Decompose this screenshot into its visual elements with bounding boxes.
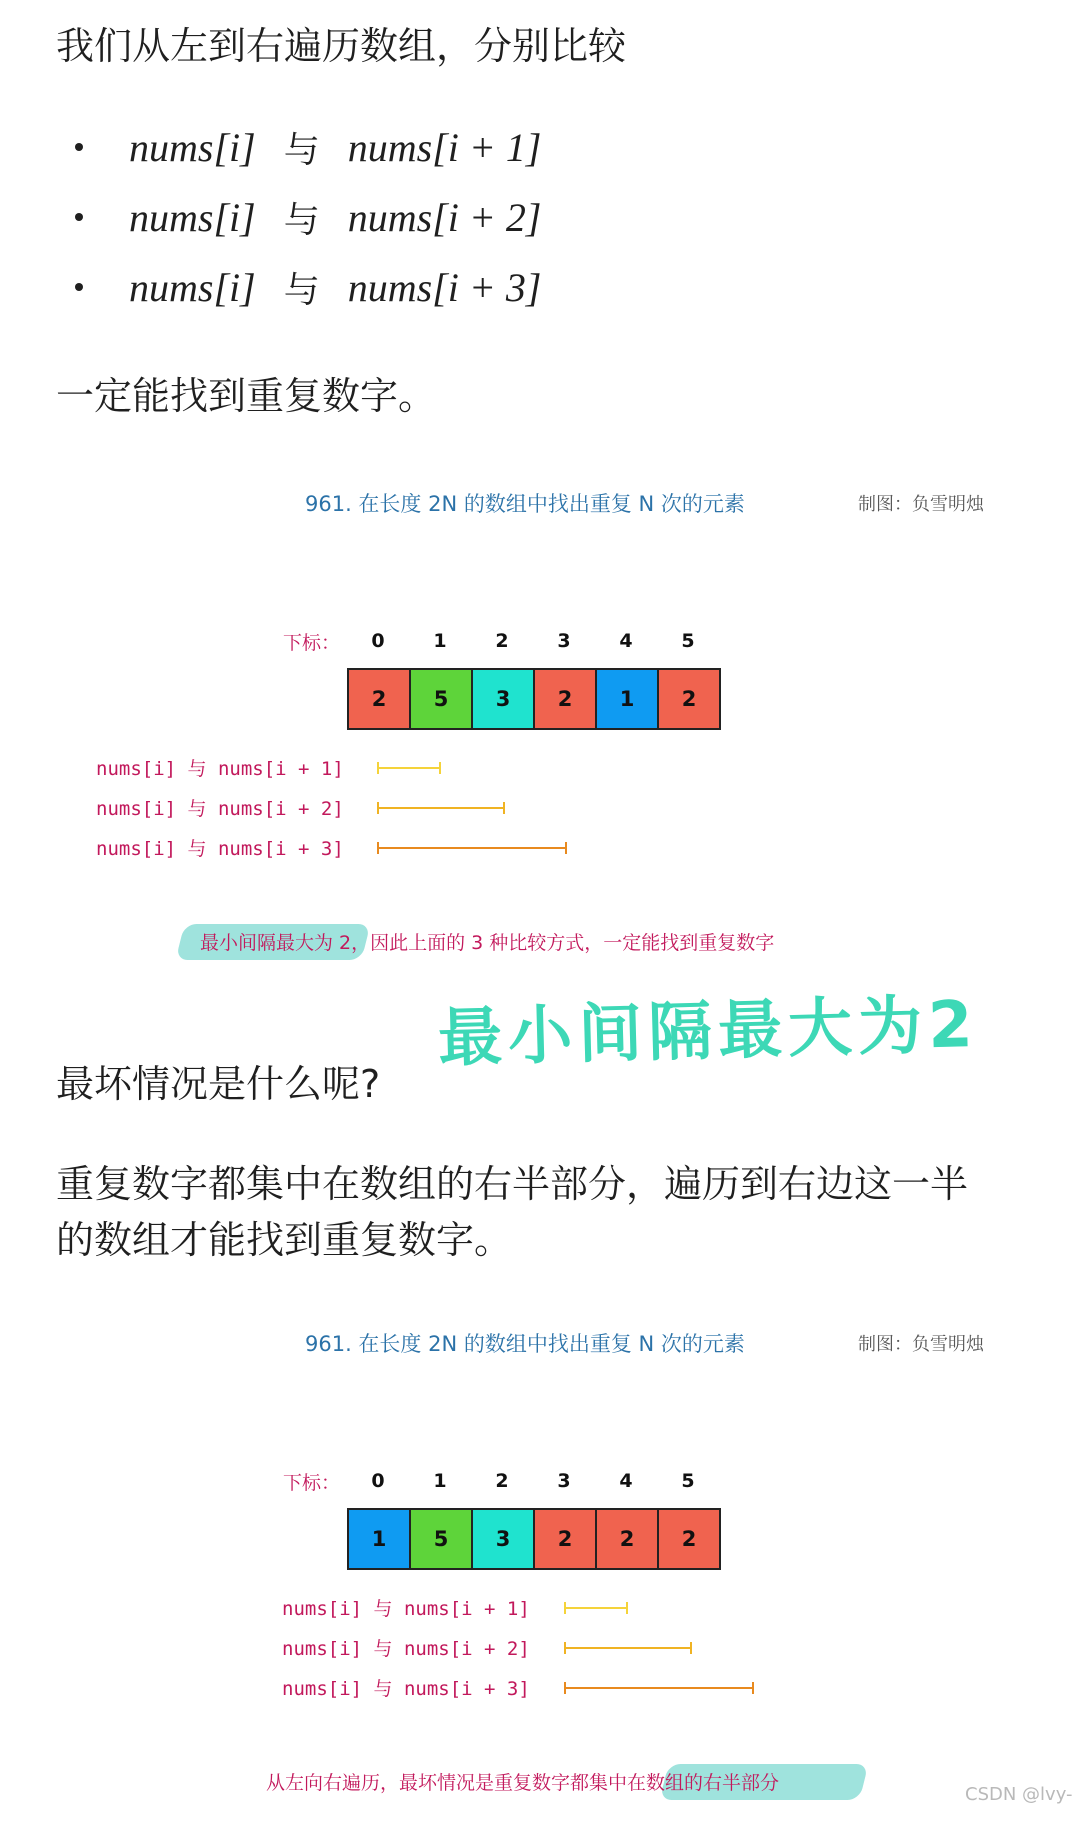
list-item — [75, 252, 541, 322]
index-value: 5 — [681, 630, 695, 652]
index-value: 2 — [495, 630, 509, 652]
index-value: 4 — [619, 630, 633, 652]
expr-left: nums[i] — [129, 194, 256, 240]
expr-right: nums[i + 2] — [347, 194, 542, 240]
array-box — [347, 1508, 721, 1570]
figure-title: 961. 在长度 2N 的数组中找出重复 N 次的元素 — [305, 1332, 745, 1356]
comparison-row: nums[i] 与 nums[i + 1] — [282, 1598, 530, 1620]
expr-right: nums[i + 1] — [347, 124, 542, 170]
index-value: 3 — [557, 1470, 571, 1492]
figure-caption: 最小间隔最大为 2，因此上面的 3 种比较方式，一定能找到重复数字 — [200, 932, 775, 954]
range-bar — [377, 767, 441, 769]
array-cell: 2 — [659, 1510, 719, 1568]
array-box — [347, 668, 721, 730]
range-bar — [377, 847, 567, 849]
index-label: 下标： — [283, 632, 341, 654]
worst-case-question: 最坏情况是什么呢? — [56, 1062, 381, 1106]
intro-text: 我们从左到右遍历数组，分别比较 — [56, 24, 627, 68]
array-cell: 2 — [535, 1510, 597, 1568]
range-bar — [564, 1647, 692, 1649]
list-item — [75, 112, 541, 182]
watermark: CSDN @lvy- — [965, 1784, 1073, 1805]
comparison-row: nums[i] 与 nums[i + 1] — [96, 758, 344, 780]
array-cell: 1 — [349, 1510, 411, 1568]
range-bar — [564, 1687, 754, 1689]
expr-left: nums[i] — [129, 264, 256, 310]
conjunction: 与 — [283, 199, 320, 241]
index-value: 1 — [433, 1470, 447, 1492]
array-cell: 2 — [349, 670, 411, 728]
array-cell: 5 — [411, 670, 473, 728]
bullet-icon — [75, 283, 83, 291]
conclusion-text: 一定能找到重复数字。 — [56, 374, 437, 418]
array-cell: 5 — [411, 1510, 473, 1568]
conjunction: 与 — [283, 269, 320, 311]
range-bar — [377, 807, 505, 809]
index-value: 3 — [557, 630, 571, 652]
array-cell: 2 — [597, 1510, 659, 1568]
worst-case-answer: 重复数字都集中在数组的右半部分，遍历到右边这一半的数组才能找到重复数字。 — [56, 1162, 969, 1262]
bullet-icon — [75, 143, 83, 151]
index-value: 0 — [371, 1470, 385, 1492]
index-value: 1 — [433, 630, 447, 652]
expr-right: nums[i + 3] — [347, 264, 542, 310]
handwritten-note: 最小间隔最大为2 — [437, 987, 980, 1077]
comparison-row: nums[i] 与 nums[i + 3] — [96, 838, 344, 860]
expr-left: nums[i] — [129, 124, 256, 170]
array-cell: 2 — [535, 670, 597, 728]
figure-credit: 制图：负雪明烛 — [858, 494, 984, 515]
conjunction: 与 — [283, 129, 320, 171]
comparison-row: nums[i] 与 nums[i + 2] — [96, 798, 344, 820]
index-value: 2 — [495, 1470, 509, 1492]
bullet-icon — [75, 213, 83, 221]
index-value: 0 — [371, 630, 385, 652]
figure-caption: 从左向右遍历，最坏情况是重复数字都集中在数组的右半部分 — [266, 1772, 780, 1794]
comparison-row: nums[i] 与 nums[i + 2] — [282, 1638, 530, 1660]
figure-credit: 制图：负雪明烛 — [858, 1334, 984, 1355]
index-value: 4 — [619, 1470, 633, 1492]
comparison-row: nums[i] 与 nums[i + 3] — [282, 1678, 530, 1700]
index-value: 5 — [681, 1470, 695, 1492]
array-cell: 3 — [473, 670, 535, 728]
range-bar — [564, 1607, 628, 1609]
index-label: 下标： — [283, 1472, 341, 1494]
list-item — [75, 182, 541, 252]
figure-title: 961. 在长度 2N 的数组中找出重复 N 次的元素 — [305, 492, 745, 516]
comparison-list — [75, 112, 541, 322]
array-cell: 2 — [659, 670, 719, 728]
array-cell: 3 — [473, 1510, 535, 1568]
array-cell: 1 — [597, 670, 659, 728]
